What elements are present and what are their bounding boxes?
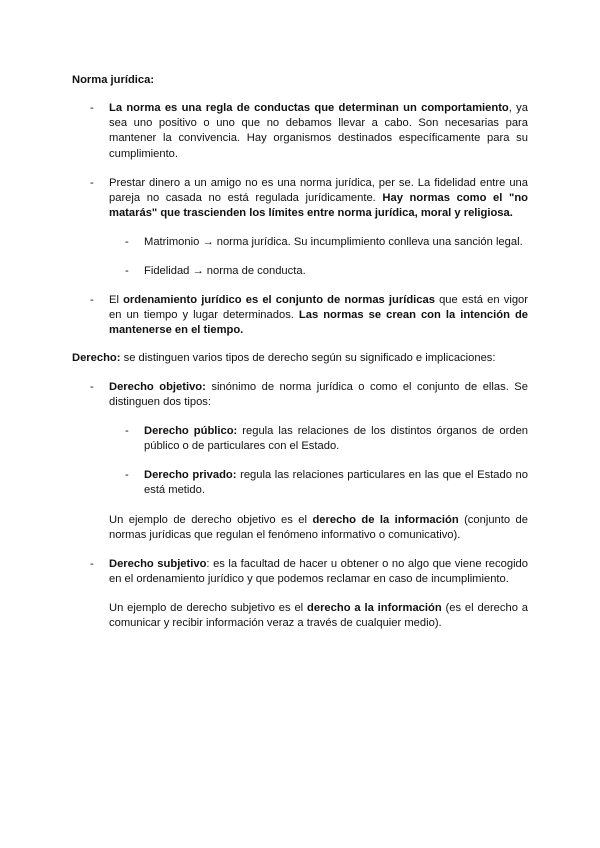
- body-text: Un ejemplo de derecho subjetivo es el: [109, 602, 308, 614]
- body-text: El: [109, 294, 124, 306]
- bold-text: Derecho objetivo:: [109, 381, 206, 393]
- body-text: regula las relaciones de los distintos órganos de orden público o de particulares con el Estado.: [144, 425, 529, 453]
- section-derecho: [72, 351, 528, 366]
- bold-text: ordenamiento jurídico es el conjunto de normas jurídicas: [123, 294, 435, 306]
- body-text: sinónimo de norma jurídica o como el conjunto de ellas. Se distinguen dos tipos:: [109, 381, 528, 409]
- body-text: Fidelidad → norma de conducta.: [144, 265, 306, 277]
- bullet-norma-definicion: [90, 101, 528, 162]
- bold-text: Las normas se crean con la intención de mantenerse en el tiempo.: [109, 309, 528, 337]
- body-text: : es la facultad de hacer u obtener o no algo que viene recogido en el ordenamiento jurídico y que podemos reclamar en caso de incumplimiento.: [109, 558, 528, 586]
- paragraph-ejemplo-subjetivo: [109, 601, 528, 631]
- bullet-derecho-objetivo: [90, 380, 528, 410]
- bold-text: Hay normas como el "no matarás" que trascienden los límites entre norma jurídica, moral y religiosa.: [109, 192, 528, 220]
- bullet-dash: -: [125, 265, 129, 277]
- body-text: (conjunto de normas jurídicas que regulan el fenómeno informativo o comunicativo).: [109, 514, 528, 542]
- sub-bullet-fidelidad: [125, 264, 528, 279]
- bullet-dash: -: [125, 469, 129, 481]
- sub-bullet-derecho-publico: [125, 424, 529, 454]
- sub-bullet-derecho-privado: [125, 468, 528, 498]
- body-text: Prestar dinero a un amigo no es una norma jurídica, per se. La fidelidad entre una pareja no casada no está regulada jurídicamente.: [109, 177, 528, 205]
- bold-text: Derecho:: [72, 352, 121, 364]
- bold-text: Derecho subjetivo: [109, 558, 207, 570]
- bullet-dash: -: [125, 425, 129, 437]
- paragraph-ejemplo-objetivo: [109, 513, 528, 543]
- bold-text: Derecho privado:: [144, 469, 237, 481]
- bullet-dash: -: [90, 558, 94, 570]
- bold-text: derecho de la información: [312, 514, 459, 526]
- body-text: (es el derecho a comunicar y recibir información veraz a través de cualquier medio).: [109, 602, 529, 630]
- body-text: Un ejemplo de derecho objetivo es el: [109, 514, 313, 526]
- sub-bullet-matrimonio: [125, 235, 528, 250]
- bullet-dash: -: [90, 294, 94, 306]
- bold-text: Derecho público:: [144, 425, 238, 437]
- body-text: regula las relaciones particulares en las que el Estado no está metido.: [144, 469, 528, 497]
- bullet-derecho-subjetivo: [90, 557, 528, 587]
- bullet-dash: -: [90, 177, 94, 189]
- bold-text: La norma es una regla de conductas que determinan un comportamiento: [109, 102, 509, 114]
- bold-text: derecho a la información: [307, 602, 442, 614]
- body-text: , ya sea uno positivo o uno que no debamos llevar a cabo. Son necesarias para mantener la convivencia. Hay organismos destinados específicamente para su cumplimiento.: [109, 102, 528, 160]
- heading-norma-juridica: Norma jurídica:: [72, 74, 155, 86]
- bullet-prestar-dinero: [90, 176, 528, 222]
- body-text: se distinguen varios tipos de derecho según su significado e implicaciones:: [120, 352, 496, 364]
- bullet-dash: -: [90, 102, 94, 114]
- bullet-dash: -: [125, 236, 129, 248]
- bullet-ordenamiento: [90, 293, 529, 339]
- bullet-dash: -: [90, 381, 94, 393]
- body-text: Matrimonio → norma jurídica. Su incumplimiento conlleva una sanción legal.: [144, 236, 523, 248]
- body-text: que está en vigor en un tiempo y lugar determinados.: [109, 294, 529, 322]
